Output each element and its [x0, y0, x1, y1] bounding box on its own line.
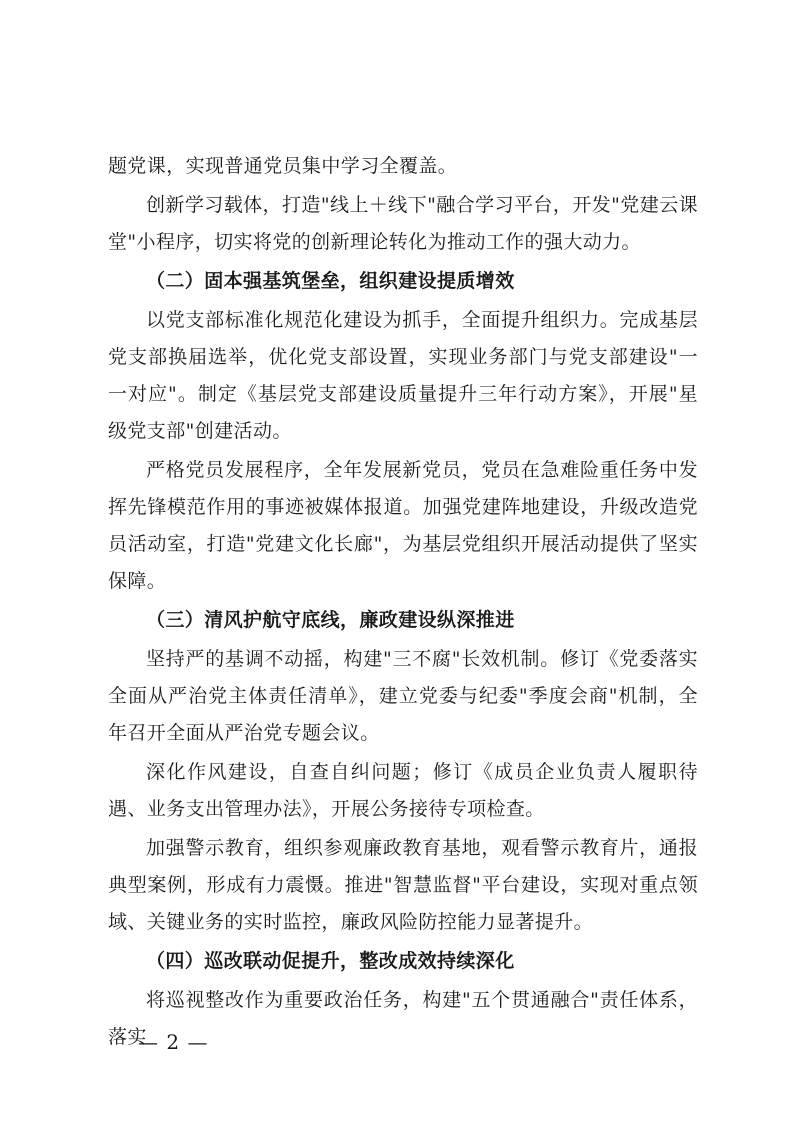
paragraph: 题党课，实现普通党员集中学习全覆盖。: [108, 155, 458, 177]
section-heading: （四）巡改联动促提升，整改成效持续深化: [146, 950, 515, 972]
document-body: [108, 148, 698, 1058]
paragraph: 深化作风建设，自查自纠问题；修订《成员企业负责人履职待遇、业务支出管理办法》，开展公务接待专项检查。: [108, 761, 698, 820]
paragraph: 创新学习载体，打造"线上＋线下"融合学习平台，开发"党建云课堂"小程序，切实将党的创新理论转化为推动工作的强大动力。: [108, 194, 698, 253]
paragraph: 严格党员发展程序，全年发展新党员，党员在急难险重任务中发挥先锋模范作用的事迹被媒体报道。加强党建阵地建设，升级改造党员活动室，打造"党建文化长廊"，为基层党组织开展活动提供了坚实保障。: [108, 459, 698, 592]
section-heading: （二）固本强基筑堡垒，组织建设提质增效: [146, 270, 515, 292]
paragraph: 加强警示教育，组织参观廉政教育基地，观看警示教育片，通报典型案例，形成有力震慑。推进"智慧监督"平台建设，实现对重点领域、关键业务的实时监控，廉政风险防控能力显著提升。: [108, 837, 698, 933]
section-heading: （三）清风护航守底线，廉政建设纵深推进: [146, 609, 515, 631]
paragraph: 坚持严的基调不动摇，构建"三不腐"长效机制。修订《党委落实全面从严治党主体责任清单》，建立党委与纪委"季度会商"机制，全年召开全面从严治党专题会议。: [108, 648, 698, 744]
page-number: — 2 —: [138, 1030, 209, 1054]
paragraph: 以党支部标准化规范化建设为抓手，全面提升组织力。完成基层党支部换届选举，优化党支部设置，实现业务部门与党支部建设"一一对应"。制定《基层党支部建设质量提升三年行动方案》，开展"星级党支部"创建活动。: [108, 309, 698, 442]
paragraph: 将巡视整改作为重要政治任务，构建"五个贯通融合"责任体系，落实: [108, 989, 698, 1048]
